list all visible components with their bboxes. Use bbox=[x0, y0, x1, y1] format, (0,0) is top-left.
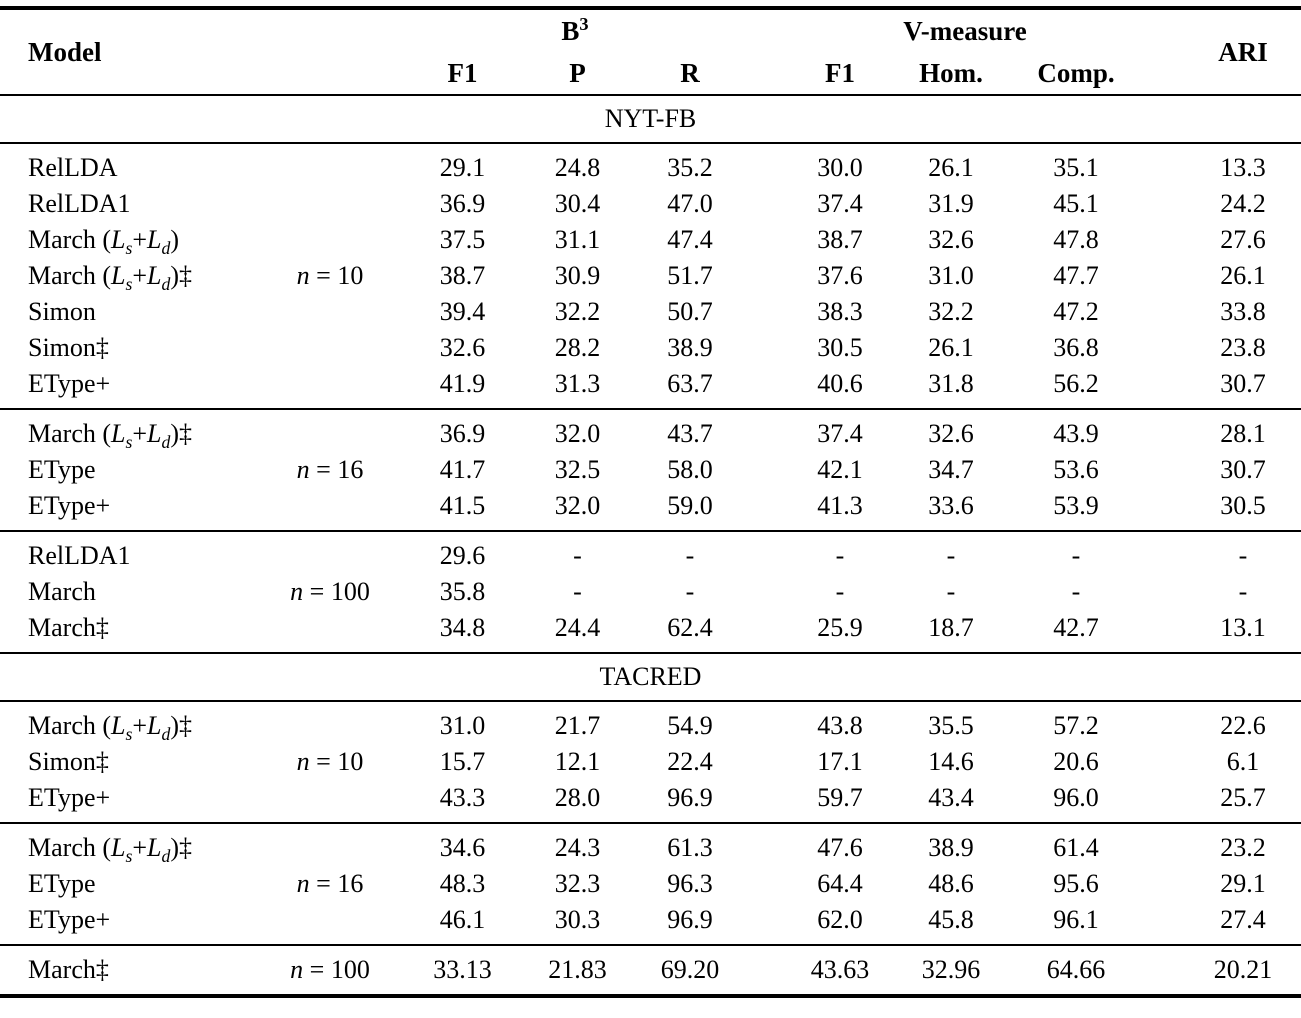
metric-value: 43.9 bbox=[1053, 419, 1099, 448]
column-header-vm-f1: F1 bbox=[825, 57, 855, 88]
metric-value: 41.5 bbox=[439, 491, 486, 520]
bottom-rule bbox=[0, 994, 1301, 998]
table-row bbox=[0, 416, 1301, 452]
b3-label: B bbox=[561, 15, 580, 46]
table-row bbox=[0, 952, 1301, 988]
row-group bbox=[0, 410, 1301, 530]
metric-value: 30.4 bbox=[554, 189, 601, 218]
table-row bbox=[0, 330, 1301, 366]
metric-value: 25.9 bbox=[817, 613, 863, 642]
metric-value: - bbox=[1071, 577, 1081, 606]
metric-value: 26.1 bbox=[1220, 261, 1266, 290]
metric-value: 23.2 bbox=[1220, 833, 1266, 862]
metric-value: 95.6 bbox=[1053, 869, 1099, 898]
metric-value: 61.4 bbox=[1053, 833, 1099, 862]
model-name: EType+ bbox=[28, 491, 111, 520]
metric-value: 96.0 bbox=[1053, 783, 1099, 812]
metric-value: 13.1 bbox=[1220, 613, 1266, 642]
model-name: March‡ bbox=[28, 955, 109, 984]
results-table bbox=[0, 6, 1301, 998]
metric-value: 96.3 bbox=[667, 869, 713, 898]
metric-value: 63.7 bbox=[667, 369, 713, 398]
metric-value: 34.8 bbox=[439, 613, 486, 642]
metric-value: 43.4 bbox=[928, 783, 974, 812]
cluster-count-label: n = 100 bbox=[290, 577, 370, 606]
row-group bbox=[0, 702, 1301, 822]
metric-value: 29.1 bbox=[1220, 869, 1266, 898]
metric-value: 35.2 bbox=[667, 153, 713, 182]
model-name: Simon‡ bbox=[28, 333, 109, 362]
metric-value: 30.0 bbox=[817, 153, 863, 182]
table-row bbox=[0, 744, 1301, 780]
metric-value: - bbox=[685, 577, 695, 606]
metric-value: 38.9 bbox=[928, 833, 974, 862]
metric-value: 17.1 bbox=[817, 747, 863, 776]
metric-value: 50.7 bbox=[667, 297, 713, 326]
metric-value: 35.8 bbox=[439, 577, 486, 606]
metric-value: 64.4 bbox=[817, 869, 863, 898]
metric-value: 21.7 bbox=[554, 711, 601, 740]
metric-value: 38.7 bbox=[439, 261, 486, 290]
metric-value: - bbox=[573, 541, 582, 570]
metric-value: 41.7 bbox=[439, 455, 486, 484]
metric-value: 26.1 bbox=[928, 153, 974, 182]
b3-superscript: 3 bbox=[579, 13, 589, 34]
metric-value: 24.3 bbox=[554, 833, 601, 862]
column-group-vmeasure: V-measure bbox=[903, 15, 1027, 46]
metric-value: 33.8 bbox=[1220, 297, 1266, 326]
metric-value: 32.6 bbox=[928, 225, 974, 254]
model-name: Simon‡ bbox=[28, 747, 109, 776]
row-group bbox=[0, 824, 1301, 944]
model-name: March $(L_s+L_d)\ddagger$ bbox=[28, 711, 193, 745]
metric-value: 47.7 bbox=[1053, 261, 1099, 290]
metric-value: 30.3 bbox=[554, 905, 601, 934]
column-header-model: Model bbox=[28, 36, 102, 67]
metric-value: 32.6 bbox=[439, 333, 486, 362]
metric-value: 30.9 bbox=[554, 261, 601, 290]
metric-value: 38.7 bbox=[817, 225, 863, 254]
metric-value: 23.8 bbox=[1220, 333, 1266, 362]
metric-value: 29.1 bbox=[439, 153, 486, 182]
metric-value: 47.0 bbox=[667, 189, 713, 218]
metric-value: 25.7 bbox=[1220, 783, 1266, 812]
metric-value: 37.4 bbox=[817, 189, 863, 218]
model-name: RelLDA1 bbox=[28, 189, 131, 218]
metric-value: 27.6 bbox=[1220, 225, 1266, 254]
metric-value: 13.3 bbox=[1220, 153, 1266, 182]
metric-value: 39.4 bbox=[439, 297, 486, 326]
metric-value: 28.1 bbox=[1220, 419, 1266, 448]
metric-value: 42.7 bbox=[1053, 613, 1099, 642]
metric-value: 32.0 bbox=[554, 491, 601, 520]
metric-value: - bbox=[685, 541, 695, 570]
model-name: Simon bbox=[28, 297, 96, 326]
model-name: March $(L_s+L_d)\ddagger$ bbox=[28, 419, 193, 453]
metric-value: 32.2 bbox=[554, 297, 601, 326]
table-row bbox=[0, 488, 1301, 524]
metric-value: - bbox=[1238, 577, 1248, 606]
metric-value: 34.7 bbox=[928, 455, 974, 484]
metric-value: 58.0 bbox=[667, 455, 713, 484]
metric-value: 31.1 bbox=[554, 225, 601, 254]
metric-value: 30.7 bbox=[1220, 369, 1266, 398]
cluster-count-label: n = 100 bbox=[290, 955, 370, 984]
table-row bbox=[0, 452, 1301, 488]
metric-value: 37.4 bbox=[817, 419, 863, 448]
model-name: EType bbox=[28, 869, 96, 898]
table-body bbox=[0, 96, 1301, 994]
metric-value: 30.5 bbox=[1220, 491, 1266, 520]
metric-value: 35.5 bbox=[928, 711, 974, 740]
metric-value: 96.1 bbox=[1053, 905, 1099, 934]
cluster-count-label: n = 10 bbox=[296, 747, 364, 776]
metric-value: 61.3 bbox=[667, 833, 713, 862]
metric-value: 31.0 bbox=[928, 261, 974, 290]
metric-value: 45.8 bbox=[928, 905, 974, 934]
metric-value: 59.7 bbox=[817, 783, 863, 812]
metric-value: - bbox=[1071, 541, 1081, 570]
metric-value: 37.6 bbox=[817, 261, 863, 290]
metric-value: 51.7 bbox=[667, 261, 713, 290]
metric-value: 36.9 bbox=[439, 189, 486, 218]
metric-value: 34.6 bbox=[439, 833, 486, 862]
metric-value: 26.1 bbox=[928, 333, 974, 362]
table-row bbox=[0, 294, 1301, 330]
model-name: EType+ bbox=[28, 369, 111, 398]
model-name: March $(L_s+L_d)\ddagger$ bbox=[28, 261, 193, 295]
metric-value: 41.3 bbox=[817, 491, 863, 520]
metric-value: 27.4 bbox=[1220, 905, 1266, 934]
model-name: March $(L_s+L_d)$ bbox=[28, 225, 180, 259]
metric-value: 28.2 bbox=[554, 333, 601, 362]
metric-value: 33.6 bbox=[928, 491, 974, 520]
metric-value: - bbox=[946, 541, 956, 570]
metric-value: 45.1 bbox=[1053, 189, 1099, 218]
table-row bbox=[0, 258, 1301, 294]
metric-value: 31.0 bbox=[439, 711, 486, 740]
model-name: EType+ bbox=[28, 905, 111, 934]
table-row bbox=[0, 708, 1301, 744]
metric-value: 42.1 bbox=[817, 455, 863, 484]
metric-value: 20.6 bbox=[1053, 747, 1099, 776]
metric-value: 28.0 bbox=[554, 783, 601, 812]
column-group-b3 bbox=[405, 13, 745, 47]
cluster-count-label: n = 10 bbox=[296, 261, 364, 290]
metric-value: 57.2 bbox=[1053, 711, 1099, 740]
column-header-vm-hom: Hom. bbox=[919, 57, 983, 88]
metric-value: 47.4 bbox=[667, 225, 713, 254]
metric-value: 38.9 bbox=[667, 333, 713, 362]
metric-value: 22.4 bbox=[667, 747, 713, 776]
metric-value: 36.8 bbox=[1053, 333, 1099, 362]
table-row bbox=[0, 830, 1301, 866]
metric-value: 56.2 bbox=[1053, 369, 1099, 398]
table-row bbox=[0, 866, 1301, 902]
section-title-nyt-fb bbox=[0, 96, 1301, 142]
table-row bbox=[0, 780, 1301, 816]
metric-value: 30.5 bbox=[817, 333, 863, 362]
metric-value: 24.4 bbox=[554, 613, 601, 642]
metric-value: 96.9 bbox=[667, 905, 713, 934]
table-row bbox=[0, 222, 1301, 258]
row-group bbox=[0, 532, 1301, 652]
metric-value: 59.0 bbox=[667, 491, 713, 520]
metric-value: 12.1 bbox=[554, 747, 601, 776]
section-title-label: NYT-FB bbox=[604, 104, 697, 133]
metric-value: - bbox=[1238, 541, 1248, 570]
metric-value: 43.8 bbox=[817, 711, 863, 740]
table-header bbox=[0, 10, 1301, 94]
metric-value: 47.6 bbox=[817, 833, 863, 862]
column-header-b3-r: R bbox=[680, 57, 700, 88]
metric-value: 43.63 bbox=[810, 955, 870, 984]
metric-value: 35.1 bbox=[1053, 153, 1099, 182]
metric-value: 48.6 bbox=[928, 869, 974, 898]
model-name: RelLDA bbox=[28, 153, 118, 182]
metric-value: 20.21 bbox=[1213, 955, 1273, 984]
table-row bbox=[0, 186, 1301, 222]
model-name: March‡ bbox=[28, 613, 109, 642]
metric-value: - bbox=[946, 577, 956, 606]
metric-value: 32.3 bbox=[554, 869, 601, 898]
metric-value: 32.6 bbox=[928, 419, 974, 448]
metric-value: 47.2 bbox=[1053, 297, 1099, 326]
table-row bbox=[0, 902, 1301, 938]
metric-value: 15.7 bbox=[439, 747, 486, 776]
metric-value: - bbox=[835, 577, 845, 606]
metric-value: 62.4 bbox=[667, 613, 713, 642]
table-row bbox=[0, 610, 1301, 646]
metric-value: 21.83 bbox=[548, 955, 607, 984]
metric-value: 36.9 bbox=[439, 419, 486, 448]
metric-value: 32.96 bbox=[921, 955, 981, 984]
table-row bbox=[0, 538, 1301, 574]
metric-value: 40.6 bbox=[817, 369, 863, 398]
metric-value: 69.20 bbox=[660, 955, 720, 984]
column-header-b3-f1: F1 bbox=[447, 57, 478, 88]
metric-value: 48.3 bbox=[439, 869, 486, 898]
metric-value: 96.9 bbox=[667, 783, 713, 812]
metric-value: 24.8 bbox=[554, 153, 601, 182]
column-header-b3-p: P bbox=[569, 57, 586, 88]
row-group bbox=[0, 946, 1301, 994]
metric-value: 37.5 bbox=[439, 225, 486, 254]
table-row bbox=[0, 574, 1301, 610]
metric-value: 30.7 bbox=[1220, 455, 1266, 484]
metric-value: - bbox=[835, 541, 845, 570]
metric-value: 31.8 bbox=[928, 369, 974, 398]
metric-value: 41.9 bbox=[439, 369, 486, 398]
metric-value: 47.8 bbox=[1053, 225, 1099, 254]
metric-value: 31.3 bbox=[554, 369, 601, 398]
cluster-count-label: n = 16 bbox=[296, 869, 364, 898]
metric-value: 6.1 bbox=[1226, 747, 1260, 776]
metric-value: 53.9 bbox=[1053, 491, 1099, 520]
metric-value: 53.6 bbox=[1053, 455, 1099, 484]
metric-value: - bbox=[573, 577, 582, 606]
table-row bbox=[0, 150, 1301, 186]
table-row bbox=[0, 366, 1301, 402]
metric-value: 38.3 bbox=[817, 297, 863, 326]
column-header-ari: ARI bbox=[1218, 36, 1268, 67]
metric-value: 32.5 bbox=[554, 455, 601, 484]
metric-value: 22.6 bbox=[1220, 711, 1266, 740]
model-name: EType+ bbox=[28, 783, 111, 812]
model-name: RelLDA1 bbox=[28, 541, 131, 570]
metric-value: 46.1 bbox=[439, 905, 486, 934]
metric-value: 18.7 bbox=[928, 613, 974, 642]
cluster-count-label: n = 16 bbox=[296, 455, 364, 484]
model-name: EType bbox=[28, 455, 96, 484]
row-group bbox=[0, 144, 1301, 408]
metric-value: 54.9 bbox=[667, 711, 713, 740]
metric-value: 64.66 bbox=[1046, 955, 1106, 984]
metric-value: 43.3 bbox=[439, 783, 486, 812]
column-header-vm-comp: Comp. bbox=[1037, 57, 1115, 88]
metric-value: 24.2 bbox=[1220, 189, 1266, 218]
model-name: March bbox=[28, 577, 96, 606]
metric-value: 33.13 bbox=[433, 955, 492, 984]
section-title-tacred bbox=[0, 654, 1301, 700]
metric-value: 43.7 bbox=[667, 419, 713, 448]
metric-value: 32.0 bbox=[554, 419, 601, 448]
metric-value: 29.6 bbox=[439, 541, 486, 570]
section-title-label: TACRED bbox=[599, 662, 702, 691]
metric-value: 62.0 bbox=[817, 905, 863, 934]
metric-value: 32.2 bbox=[928, 297, 974, 326]
model-name: March $(L_s+L_d)\ddagger$ bbox=[28, 833, 193, 867]
metric-value: 14.6 bbox=[928, 747, 974, 776]
metric-value: 31.9 bbox=[928, 189, 974, 218]
